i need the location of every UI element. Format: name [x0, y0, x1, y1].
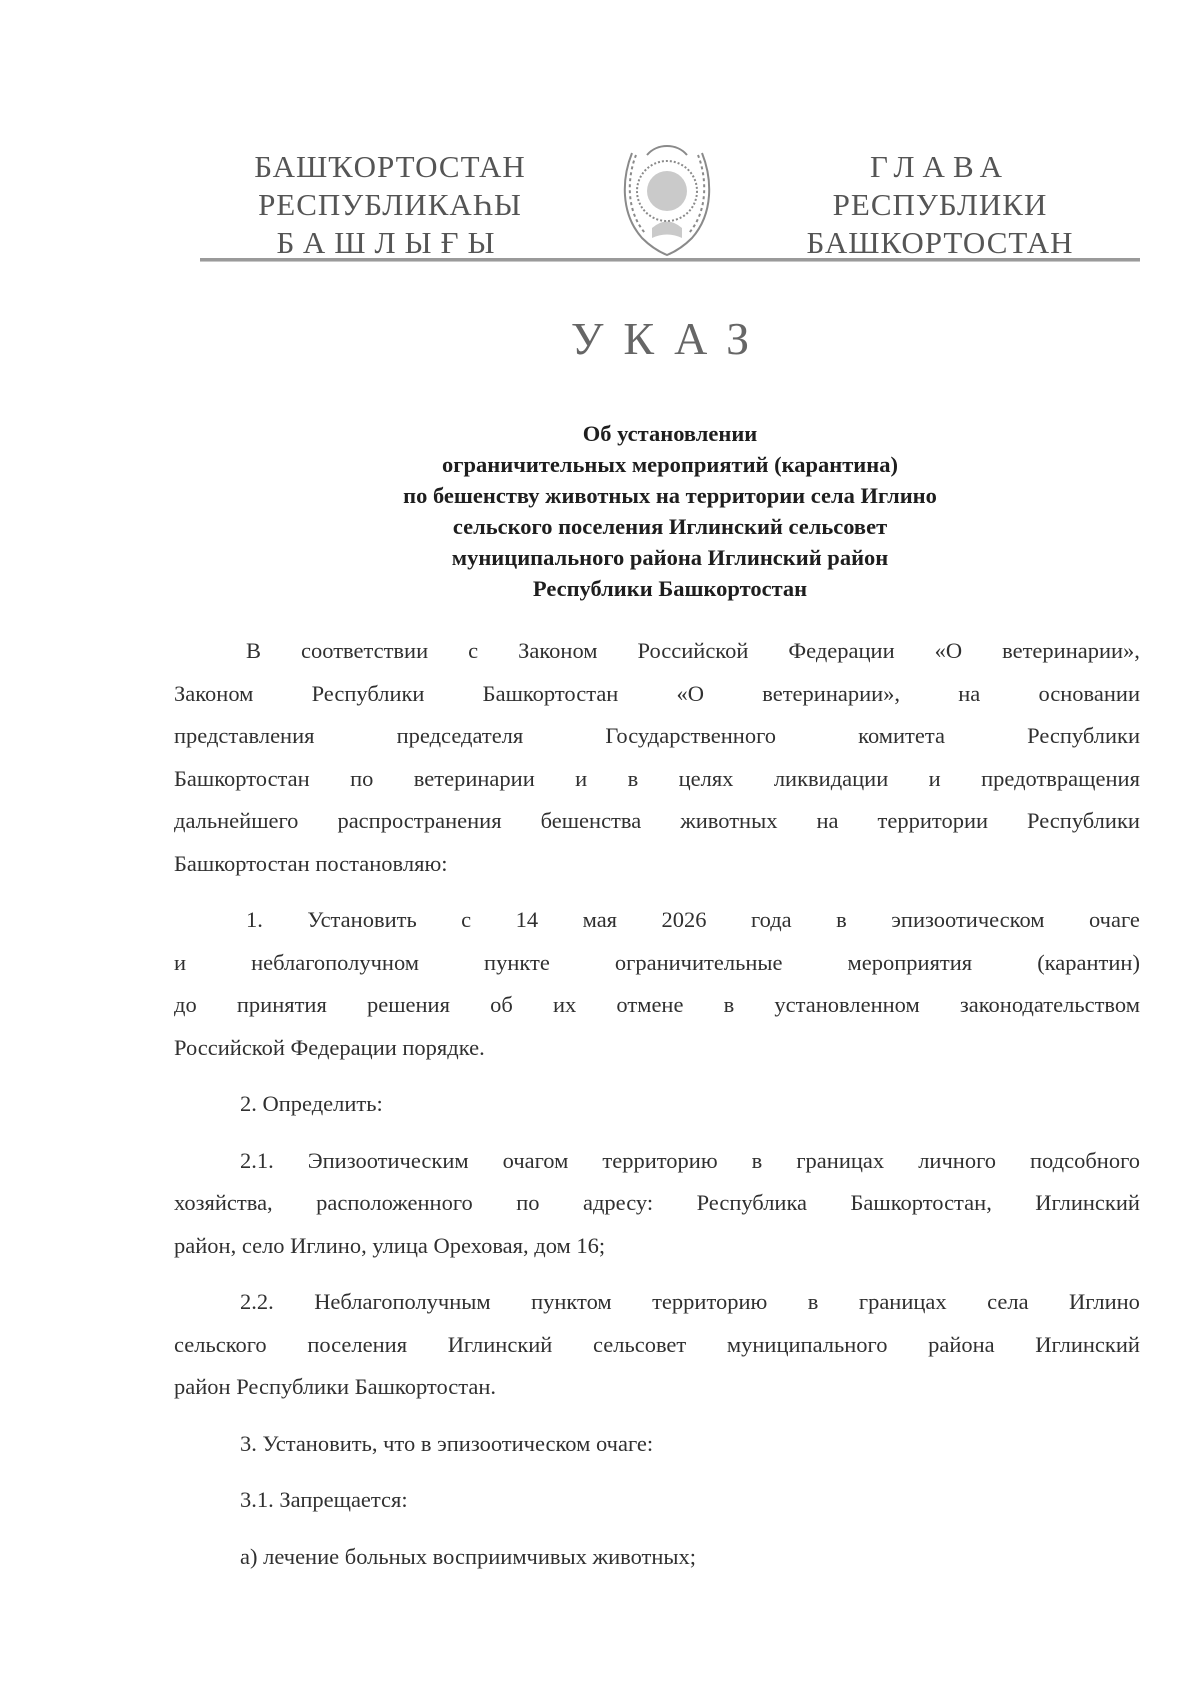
paragraph-spacer [174, 1522, 1140, 1536]
paragraph-line: район, село Иглино, улица Ореховая, дом 16; [174, 1232, 606, 1258]
header-right-line: РЕСПУБЛИКИ [832, 187, 1048, 222]
document-type-heading: УКАЗ [570, 313, 770, 364]
header-left-line: РЕСПУБЛИКАҺЫ [258, 187, 522, 222]
title-line: Об установлении [582, 421, 758, 446]
paragraph-line: до принятия решения об их отмене в установленном законодательством [174, 992, 1140, 1017]
paragraph [174, 1479, 1140, 1522]
paragraph [174, 1083, 1140, 1126]
paragraph-line: 2. Определить: [240, 1091, 383, 1116]
paragraph-line: дальнейшего распространения бешенства животных на территории Республики [174, 808, 1140, 833]
paragraph-line: В соответствии с Законом Российской Федерации «О ветеринарии», [246, 638, 1140, 663]
header-right-line: БАШКОРТОСТАН [806, 225, 1074, 260]
paragraph-spacer [174, 885, 1140, 899]
paragraph-line: а) лечение больных восприимчивых животных; [240, 1543, 697, 1569]
title-line: Республики Башкортостан [532, 576, 808, 601]
document-title [170, 418, 1170, 604]
paragraph [174, 1536, 1140, 1579]
paragraph-line: Башкортостан по ветеринарии и в целях ликвидации и предотвращения [174, 765, 1140, 791]
coat-of-arms-emblem [612, 133, 722, 259]
paragraph-line: Башкортостан постановляю: [174, 850, 448, 876]
paragraph-line: хозяйства, расположенного по адресу: Республика Башкортостан, Иглинский [174, 1190, 1140, 1215]
header-russian-title [790, 148, 1090, 262]
paragraph [174, 1423, 1140, 1466]
header-right-line: ГЛАВА [869, 149, 1011, 184]
paragraph-spacer [174, 1069, 1140, 1083]
header-left-line: БАШҠОРТОСТАН [254, 149, 526, 184]
paragraph-line: район Республики Башкортостан. [174, 1374, 497, 1399]
title-line: ограничительных мероприятий (карантина) [442, 452, 898, 477]
header-bashkir-title [240, 148, 540, 262]
title-line: по бешенству животных на территории села Иглино [403, 483, 937, 508]
paragraph-spacer [174, 1126, 1140, 1140]
paragraph-spacer [174, 1267, 1140, 1281]
paragraph-line: 3. Установить, что в эпизоотическом очаге: [240, 1430, 654, 1456]
paragraph-line: 1. Установить с 14 мая 2026 года в эпизоотическом очаге [246, 907, 1140, 932]
paragraph-line: Российской Федерации порядке. [174, 1034, 485, 1060]
paragraph [174, 1281, 1140, 1409]
paragraph-line: представления председателя Государственного комитета Республики [174, 723, 1140, 748]
paragraph-line: 2.1. Эпизоотическим очагом территорию в границах личного подсобного [240, 1147, 1140, 1173]
paragraph-spacer [174, 1465, 1140, 1479]
paragraph [174, 1140, 1140, 1268]
paragraph-spacer [174, 1409, 1140, 1423]
paragraph-line: сельского поселения Иглинский сельсовет муниципального района Иглинский [174, 1331, 1140, 1357]
document-body [174, 630, 1140, 1578]
paragraph-line: Законом Республики Башкортостан «О ветеринарии», на основании [174, 680, 1140, 706]
paragraph [174, 899, 1140, 1069]
title-line: муниципального района Иглинский район [451, 545, 889, 570]
paragraph-line: и неблагополучном пункте ограничительные мероприятия (карантин) [174, 949, 1140, 975]
paragraph-line: 3.1. Запрещается: [240, 1487, 408, 1512]
paragraph [174, 630, 1140, 885]
header-divider [200, 258, 1140, 262]
header-left-line: БАШЛЫҒЫ [276, 225, 504, 260]
paragraph-line: 2.2. Неблагополучным пунктом территорию в границах села Иглино [240, 1289, 1140, 1314]
title-line: сельского поселения Иглинский сельсовет [452, 514, 888, 539]
